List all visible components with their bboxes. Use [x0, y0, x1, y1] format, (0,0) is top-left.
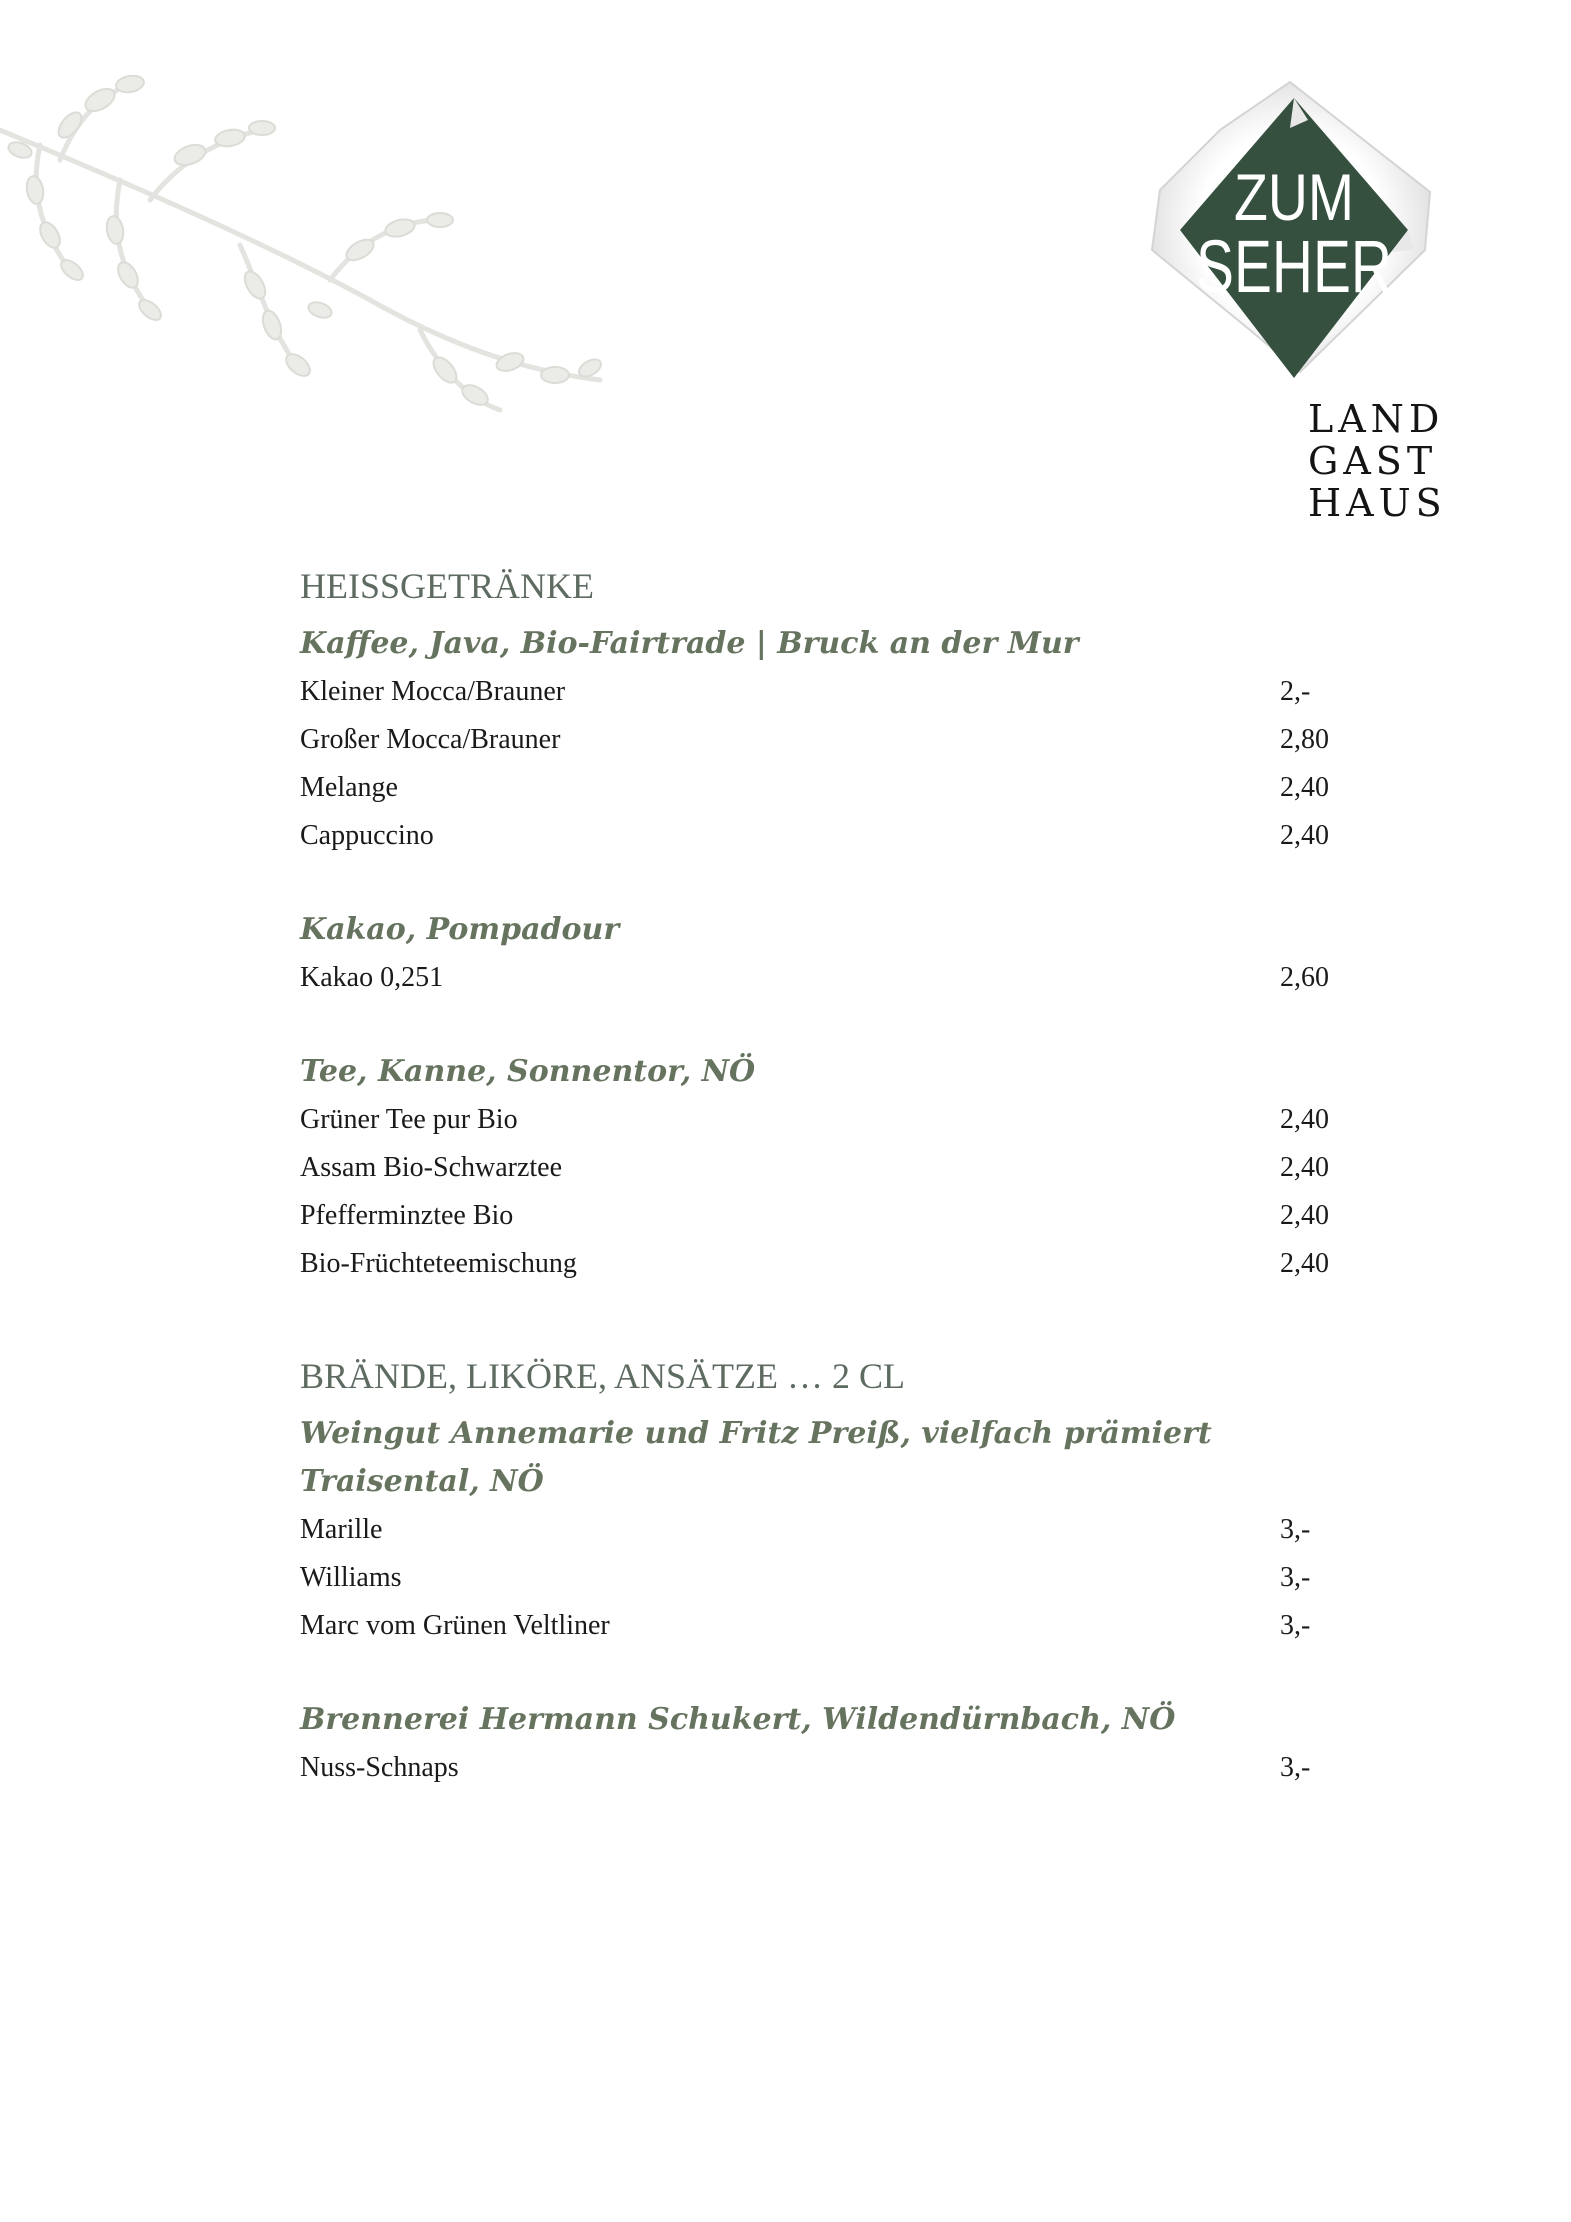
menu-item [300, 1240, 1360, 1288]
group-title-line-2: Traisental, NÖ [300, 1464, 544, 1499]
item-price: 2,40 [1280, 1200, 1329, 1231]
item-name: Nuss-Schnaps [300, 1752, 459, 1783]
item-name: Großer Mocca/Brauner [300, 724, 561, 755]
group-title: Kakao, Pompadour [300, 912, 620, 947]
item-name: Marc vom Grünen Veltliner [300, 1610, 610, 1641]
item-price: 2,60 [1280, 962, 1329, 993]
item-name: Kleiner Mocca/Brauner [300, 676, 566, 707]
item-price: 3,- [1280, 1562, 1311, 1593]
item-name: Marille [300, 1514, 383, 1545]
item-price: 2,40 [1280, 820, 1329, 851]
section-title-hot-drinks: HEISSGETRÄNKE [300, 566, 594, 606]
menu-item [300, 954, 1360, 1002]
menu-group-schukert [300, 1696, 1380, 1792]
menu-item [300, 764, 1360, 812]
group-title: Weingut Annemarie und Fritz Preiß, vielfach prämiert [300, 1416, 1212, 1451]
group-title: Brennerei Hermann Schukert, Wildendürnbach, NÖ [300, 1702, 1176, 1737]
menu-item [300, 668, 1360, 716]
item-price: 3,- [1280, 1514, 1311, 1545]
logo-sub-line-3: HAUS [1308, 481, 1447, 525]
menu-group-cocoa [300, 906, 1380, 1002]
item-name: Melange [300, 772, 398, 803]
menu-group-preiss [300, 1410, 1380, 1650]
menu-item [300, 1096, 1360, 1144]
item-name: Pfefferminztee Bio [300, 1200, 514, 1231]
item-price: 2,40 [1280, 1104, 1329, 1135]
menu-item [300, 716, 1360, 764]
group-title: Kaffee, Java, Bio-Fairtrade | Bruck an der Mur [300, 626, 1079, 661]
svg-text:ZUM: ZUM [1234, 160, 1354, 234]
menu-item [300, 812, 1360, 860]
menu-item [300, 1144, 1360, 1192]
svg-text:SEHER: SEHER [1196, 225, 1392, 308]
group-title: Tee, Kanne, Sonnentor, NÖ [300, 1054, 756, 1089]
item-name: Williams [300, 1562, 402, 1593]
item-name: Assam Bio-Schwarztee [300, 1152, 563, 1183]
section-title-spirits: BRÄNDE, LIKÖRE, ANSÄTZE … 2 CL [300, 1356, 905, 1396]
menu-group-coffee [300, 620, 1380, 860]
menu-item [300, 1506, 1360, 1554]
logo-sub-line-2: GAST [1308, 439, 1438, 483]
decorative-branch-illustration [0, 70, 610, 440]
logo-name-text [1130, 80, 1450, 380]
item-name: Kakao 0,251 [300, 962, 444, 993]
item-price: 2,40 [1280, 1152, 1329, 1183]
item-name: Bio-Früchteteemischung [300, 1248, 577, 1279]
menu-item [300, 1602, 1360, 1650]
item-price: 2,40 [1280, 772, 1329, 803]
item-price: 2,40 [1280, 1248, 1329, 1279]
menu-group-tea [300, 1048, 1380, 1288]
item-price: 2,- [1280, 676, 1311, 707]
logo-sub-line-1: LAND [1308, 397, 1445, 441]
menu-item [300, 1192, 1360, 1240]
menu-item [300, 1554, 1360, 1602]
item-price: 2,80 [1280, 724, 1329, 755]
menu-content [300, 560, 1380, 1792]
menu-item [300, 1744, 1360, 1792]
item-name: Cappuccino [300, 820, 434, 851]
restaurant-logo [1130, 80, 1450, 530]
item-price: 3,- [1280, 1610, 1311, 1641]
item-name: Grüner Tee pur Bio [300, 1104, 518, 1135]
item-price: 3,- [1280, 1752, 1311, 1783]
